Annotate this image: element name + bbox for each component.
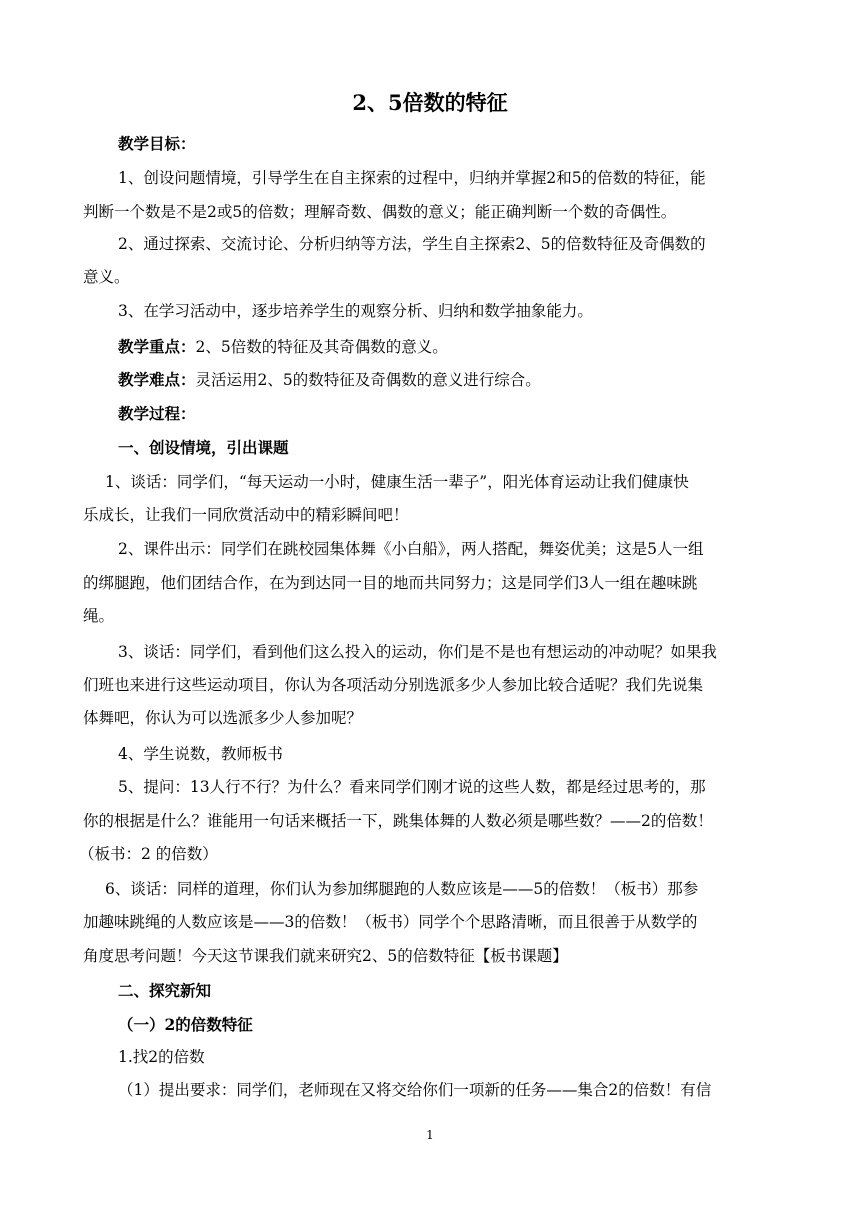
paragraph-line: 判断一个数是不是2或5的倍数；理解奇数、偶数的意义；能正确判断一个数的奇偶性。 [83, 203, 677, 221]
key-points-label: 教学重点： [118, 337, 196, 356]
section-heading-objectives: 教学目标： [118, 134, 196, 153]
page-number: 1 [426, 1128, 434, 1142]
section-heading-2: 二、探究新知 [118, 981, 212, 1000]
paragraph-line: 乐成长，让我们一同欣赏活动中的精彩瞬间吧！ [83, 506, 409, 524]
document-title: 2、5倍数的特征 [352, 90, 508, 115]
paragraph-line: 3、在学习活动中，逐步培养学生的观察分析、归纳和数学抽象能力。 [118, 302, 593, 320]
paragraph-line: 绳。 [83, 607, 115, 625]
difficulties-label: 教学难点： [118, 370, 196, 389]
paragraph-line: 5、提问：13人行不行？为什么？看来同学们刚才说的这些人数，都是经过思考的，那 [118, 778, 706, 796]
paragraph-line: 2、通过探索、交流讨论、分析归纳等方法，学生自主探索2、5的倍数特征及奇偶数的 [118, 235, 706, 253]
paragraph-line: 意义。 [83, 268, 130, 286]
subsection-heading: （一）2的倍数特征 [118, 1015, 253, 1034]
paragraph-line: 6、谈话：同样的道理，你们认为参加绑腿跑的人数应该是——5的倍数！（板书）那参 [105, 880, 699, 898]
difficulties-line [118, 369, 541, 391]
paragraph-line: 1、创设问题情境，引导学生在自主探索的过程中，归纳并掌握2和5的倍数的特征，能 [118, 169, 706, 187]
paragraph-line: 1.找2的倍数 [118, 1048, 205, 1066]
key-points-text: 2、5倍数的特征及其奇偶数的意义。 [195, 338, 448, 356]
paragraph-line: 2、课件出示：同学们在跳校园集体舞《小白船》，两人搭配，舞姿优美；这是5人一组 [118, 540, 704, 558]
section-heading-process: 教学过程： [118, 404, 196, 423]
paragraph-line: 你的根据是什么？谁能用一句话来概括一下，跳集体舞的人数必须是哪些数？——2的倍数！ [83, 812, 713, 830]
paragraph-line: 4、学生说数，教师板书 [118, 745, 283, 763]
key-points-line [118, 336, 448, 358]
paragraph-line: 1、谈话：同学们，“每天运动一小时，健康生活一辈子”，阳光体育运动让我们健康快 [105, 473, 689, 491]
paragraph-line: 加趣味跳绳的人数应该是——3的倍数！（板书）同学个个思路清晰，而且很善于从数学的 [83, 913, 698, 931]
paragraph-line: 们班也来进行这些运动项目，你认为各项活动分别选派多少人参加比较合适呢？我们先说集 [83, 676, 704, 694]
paragraph-line: （1）提出要求：同学们，老师现在又将交给你们一项新的任务——集合2的倍数！有信 [118, 1081, 712, 1099]
paragraph-line: 3、谈话：同学们，看到他们这么投入的运动，你们是不是也有想运动的冲动呢？如果我 [118, 643, 717, 661]
paragraph-line: （板书：2 的倍数） [79, 845, 218, 863]
section-heading-1: 一、创设情境，引出课题 [118, 438, 289, 457]
difficulties-text: 灵活运用2、5的数特征及奇偶数的意义进行综合。 [195, 371, 541, 389]
paragraph-line: 体舞吧，你认为可以选派多少人参加呢？ [83, 709, 363, 727]
paragraph-line: 的绑腿跑，他们团结合作，在为到达同一目的地而共同努力；这是同学们3人一组在趣味跳 [83, 574, 698, 592]
paragraph-line: 角度思考问题！今天这节课我们就来研究2、5的倍数特征【板书课题】 [83, 947, 568, 965]
